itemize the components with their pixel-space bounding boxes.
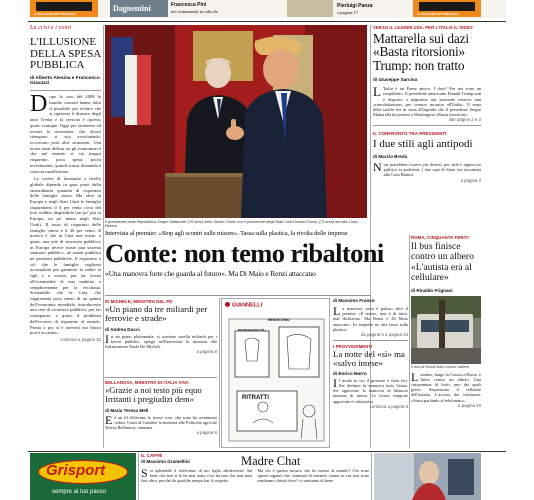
caffe-dropcap: S: [141, 466, 148, 480]
story-d: [411, 235, 481, 408]
magazine-label-right: IL MAGAZINE SETTIMANALE: [417, 12, 459, 16]
bottom-right-photo-image: [374, 453, 481, 500]
magazine-logo-right: [419, 2, 475, 11]
right-headline[interactable]: Mattarella sui dazi «Basta ritorsioni» Trump: non tratto: [373, 31, 469, 73]
right-dropcap-2: N: [373, 160, 382, 175]
promo-panza-image[interactable]: [287, 0, 333, 17]
cartoon-label: [225, 302, 262, 309]
right-column: [373, 25, 481, 183]
magazine-label: IL MAGAZINE SETTIMANALE: [34, 12, 76, 16]
right-dropcap: L: [373, 84, 381, 100]
story-b-text: è un fil d'elevano lo stesse cose, che sono ha certamenti ordini, Conti al Cantiere la ministra alle Politiche agricole Teresa Bellanova, renziana.: [105, 414, 217, 431]
story-d-caption: Il bus di Roma finito contro l'albero: [411, 364, 470, 369]
promo-panza-page: a pagina 17: [337, 10, 359, 15]
photo-caption: Il presidente della Repubblica Sergio Mattarella (78 anni) nello Studio Ovale con il presidente degli Stati Uniti Donald Trump (73 anni) ieri alla Casa Bianca: [105, 219, 358, 229]
left-column: [30, 25, 101, 448]
left-title[interactable]: L'ILLUSIONE DELLA SPESA PUBBLICA: [30, 36, 101, 72]
story-c-dropcap-2: I: [333, 375, 337, 390]
col-divider-3: [219, 298, 220, 448]
cartoon-box[interactable]: [221, 298, 330, 448]
left-body: [30, 91, 101, 336]
magazine-logo: [36, 2, 92, 11]
promo-dagnentini-text: nel settimanale in edicola: [171, 9, 218, 14]
cartoon-sign-1: RESPONSABILITÀ: [238, 328, 265, 332]
story-c-author: di Massimo Franco: [333, 298, 375, 303]
story-a: [105, 299, 217, 354]
caffe-author: di Massimo Gramellini: [141, 459, 190, 464]
promo-dagnentini-name: Dagnentini: [113, 4, 151, 13]
story-c-text-2: l modo in cui il governo è fatto ieri. Per definire la manovra tutto l'anno. Sei approvato la manovra di bilancio insieme di intesa. Le bozze vengono approvate è ottimistico.: [333, 377, 408, 404]
grisport-ad[interactable]: [30, 453, 136, 500]
story-c-continue-2[interactable]: continua a pagina 8: [369, 403, 408, 409]
story-b-continue[interactable]: a pagina 8: [196, 430, 217, 436]
story-c: [333, 298, 408, 409]
left-dropcap: D: [30, 91, 48, 118]
grisport-brand: Grisport: [46, 462, 106, 479]
story-b-headline[interactable]: «Grazie a noi testo più equo Irritanti i pregiudizi dem»: [105, 385, 202, 405]
story-b: [105, 380, 217, 435]
right-kicker-2: IL CONFRONTO TRA PRESIDENTI: [373, 131, 447, 137]
right-text: 'Italia è un Paese amico. I dazi? Per noi sono un riequilibrio. Il presidente americano Donald Trump non è disposto a negoziare ma promette esercizi una «rimodulazione» per «venire incontro all'Italia». Il tema delle tariffe era in cima all'agenda che il presidente Sergio Mattarella ha portato a Washington «Basta ritorsioni».: [373, 86, 481, 118]
story-a-author: di Andrea Ducci: [105, 326, 140, 332]
lead-headline[interactable]: Conte: non temo ribaltoni: [105, 238, 384, 268]
left-continue[interactable]: continua a pagina 32: [60, 336, 101, 342]
bottom-right-photo[interactable]: [374, 453, 481, 500]
lead-block: [105, 230, 384, 278]
right-kicker: VERSO IL LEADER USA. PER L'ITALIA IL VIDEO: [373, 25, 473, 30]
caffe-column: [141, 454, 369, 483]
story-d-text: utobus, lungo la Cassia a Roma, è finito contro un albero. Una cinquantina di feriti, uno dei quali grave. Sequestrato il cellulare dell'autista. L'accusa dei testimoni: «Stava parlando al telefonino».: [411, 371, 481, 403]
story-d-photo[interactable]: [411, 296, 481, 364]
caffe-text-1: ei splendido il telefonino di tuo figlio adolescente. Sai bene che non ti lo ha mai aiuto e ne ha uno che non puoi fare altro, perché da qualche tempo hai il sospetto: [141, 468, 253, 484]
lead-rule: [105, 295, 370, 296]
lead-photo-image: [105, 25, 367, 218]
col-divider-4: [409, 235, 410, 448]
story-d-author: di Rinaldo Frignani: [411, 287, 453, 293]
bottom-divider-1: [138, 453, 139, 500]
lead-photo[interactable]: [105, 25, 367, 218]
magazine-promo-right[interactable]: [413, 0, 481, 17]
right-author-2: di Marzio Breda: [373, 154, 408, 160]
story-a-dropcap: I: [105, 331, 109, 346]
story-a-text: n un piano pluriennale, si sostiene sorella miliardi per i lavori pubblici, spiega nell'intervista la ministra alle Infrastrutture Paola De Micheli.: [105, 333, 217, 350]
story-a-kicker: DI MICHELE, MINISTRA DEL PD: [105, 299, 173, 304]
left-authors: di Alberto Alesina e Francesco Giavazzi: [30, 75, 100, 86]
promo-dagnentini-sub: Francesca Pini: [171, 2, 207, 8]
story-c-headline-2[interactable]: La notte del «sì» ma «salvo intese»: [333, 348, 405, 369]
magazine-promo-left[interactable]: [30, 0, 98, 17]
right-continue-2[interactable]: a pagina 3: [460, 177, 481, 183]
lead-deck: Intervista al premier: «Stop agli scontri sulle misure». Tassa sulla plastica, la rivolta delle imprese: [105, 230, 348, 237]
caffe-title[interactable]: Madre Chat: [241, 454, 301, 468]
story-d-dropcap: L: [411, 369, 419, 384]
bottom-divider-2: [371, 453, 372, 500]
bus-photo-image: [411, 296, 481, 364]
story-a-headline[interactable]: «Un piano da tre miliardi per ferrovie e strade»: [105, 304, 208, 324]
bottom-rule: [28, 451, 506, 452]
promo-dagnentini[interactable]: [110, 0, 168, 17]
cartoon-sign-2: REGGITORIO: [268, 318, 290, 322]
story-b-author: di Maria Teresa Meli: [105, 407, 149, 413]
right-author: di Giuseppe Sarcina: [373, 77, 418, 83]
story-c-dropcap: L: [333, 304, 341, 318]
right-headline-2[interactable]: I due stili agli antipodi: [373, 138, 473, 151]
right-text-2: on potrebbero essere più diversi, per stile e approccio politico ai problemi, i due capi di Stato ieri incontrati alla Casa Bianca.: [383, 162, 481, 178]
story-c-continue[interactable]: da pagina 5 a pagina 13: [360, 332, 408, 338]
story-d-headline[interactable]: Il bus finisce contro un albero «L'autista era al cellulare»: [411, 241, 474, 284]
story-a-continue[interactable]: a pagina 8: [196, 349, 217, 355]
grisport-slogan: sempre al tuo passo: [52, 489, 107, 495]
story-d-kicker: ROMA, CINQUANTA FERITI: [411, 235, 469, 240]
cartoon-sign-3: RITRATTI: [242, 395, 269, 401]
col-divider-1: [103, 25, 104, 448]
cartoon-label-text: GIANNELLI: [232, 302, 263, 309]
left-text-1: opo la crisi del 2008 le banche centrali hanno fatto il possibile per evitare che si ripetesse il disastro degli anni Trenta e la crescita è ripresa, quasi ovunque. Oggi per sostenere ed evitare la recessione, che alcuni ritengono si stia avvicinando, occorrono però altri strumenti. Una teoria assai diffusa tra gli economisti è che nel mondo vi sia troppo risparmio, poca spesa, pochi investimenti, quindi scarsa domanda e crescita insufficiente.: [30, 94, 101, 174]
story-ab-rule: [105, 377, 217, 378]
story-d-continue[interactable]: a pagina 19: [458, 402, 481, 408]
left-kicker: La crisi e i conti: [30, 25, 72, 31]
caffe-label: IL CAFFÈ: [141, 454, 163, 459]
right-continue[interactable]: alle pagine 2 e 3: [448, 117, 481, 123]
story-c-text: a manovra «non è pulita» dice il premier «È nostro, non è di tutti» mal dichiarato. Ma Renzi e Di Maio attaccano. Le imprese no alla tassa sulla plastica.: [333, 306, 408, 332]
cartoon-dot-icon: [225, 302, 230, 307]
left-text-2: Le ricette di domanda a livello globale dipende in gran parte dalla straordinaria quantità di risparmio delle famiglie cinesi. Ma oltre in Europa e negli Stati Uniti le famiglie risparmiano il 6 per cento circa del loro reddito disponibile (un po' più in Europa, un po' meno negli Stati Uniti). Il tasso di risparmio delle famiglie cinesi è il 36 per cento. Il motivo è che in Cina non esiste, o quasi, una rete di sicurezza pubblica: in Europa invece esiste una sistema sanitario pubblico, né sanità pubblica né pensioni pubbliche. Il risparmio è ciò che le famiglie vogliono accumulare per garantire la salute ai figli e a scuola, per far fronte all'eventualità di una malattia o semplicemente per la vecchiaia. Sostenibile che la Cina, che rappresenta poco meno di un quinto dell'economia mondiale, introducesse una rete di sicurezza pubblica, per far scomparire, o quasi, il problema dell'eccesso di risparmio al mondo. Prima o poi si è arriverà ma finora non è accaduto.: [30, 176, 101, 336]
story-c-author-2: di Enrico Marro: [333, 370, 367, 376]
story-b-dropcap: E: [105, 412, 113, 427]
lead-subdeck: «Una manovra forte che guarda al futuro». Ma Di Maio e Renzi attaccano: [105, 269, 316, 278]
masthead-rule: [28, 21, 506, 22]
story-b-kicker: BELLANOVA, MINISTRA DI ITALIA VIVA: [105, 380, 189, 385]
caffe-text-2: Ma chi è questo mostro che ho messo al mondo? Chi sono questi ragazzi che, seminati di internet, fanno su cui non sono sembrano chissà dove? ci sentiamo di bene: [257, 468, 369, 484]
promo-panza-text: Pierluigi Panza: [337, 3, 373, 9]
story-c-kicker-2: I PROVVEDIMENTI: [333, 343, 373, 349]
